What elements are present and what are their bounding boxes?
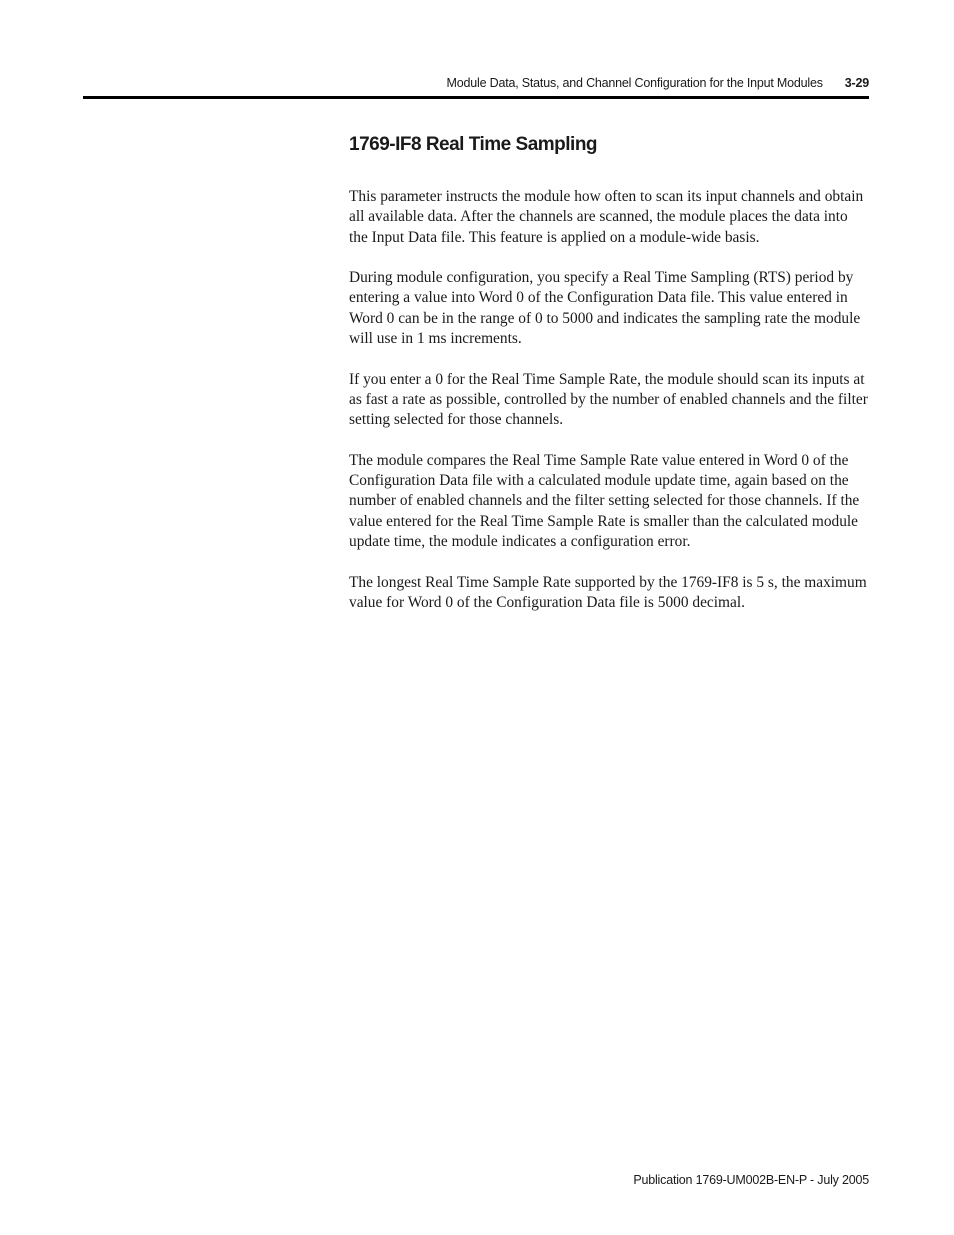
paragraph: During module configuration, you specify a Real Time Sampling (RTS) period by entering a value into Word 0 of the Configuration Data file. This value entered in Word 0 can be in the range of 0 to 5000 and indicates the sampling rate the module will use in 1 ms increments. [349, 269, 861, 348]
paragraph: This parameter instructs the module how often to scan its input channels and obtain all available data. After the channels are scanned, the module places the data into the Input Data file. This feature is applied on a module-wide basis. [349, 188, 864, 246]
paragraph: If you enter a 0 for the Real Time Sample Rate, the module should scan its inputs at as fast a rate as possible, controlled by the number of enabled channels and the filter setting selected for those channels. [349, 370, 868, 429]
publication-footer: Publication 1769-UM002B-EN-P - July 2005 [633, 1173, 869, 1187]
running-header-title: Module Data, Status, and Channel Configuration for the Input Modules [446, 76, 823, 90]
header-divider [83, 96, 869, 99]
section-heading: 1769-IF8 Real Time Sampling [349, 134, 598, 155]
page-number: 3-29 [844, 76, 869, 90]
paragraph: The module compares the Real Time Sample Rate value entered in Word 0 of the Configuration Data file with a calculated module update time, again based on the number of enabled channels and the filter setting selected for those channels. If the value entered for the Real Time Sample Rate is smaller than the calculated module update time, the module indicates a configuration error. [349, 451, 860, 551]
paragraph: The longest Real Time Sample Rate supported by the 1769-IF8 is 5 s, the maximum value for Word 0 of the Configuration Data file is 5000 decimal. [349, 573, 867, 611]
running-header [83, 73, 869, 93]
body-text [349, 187, 869, 634]
